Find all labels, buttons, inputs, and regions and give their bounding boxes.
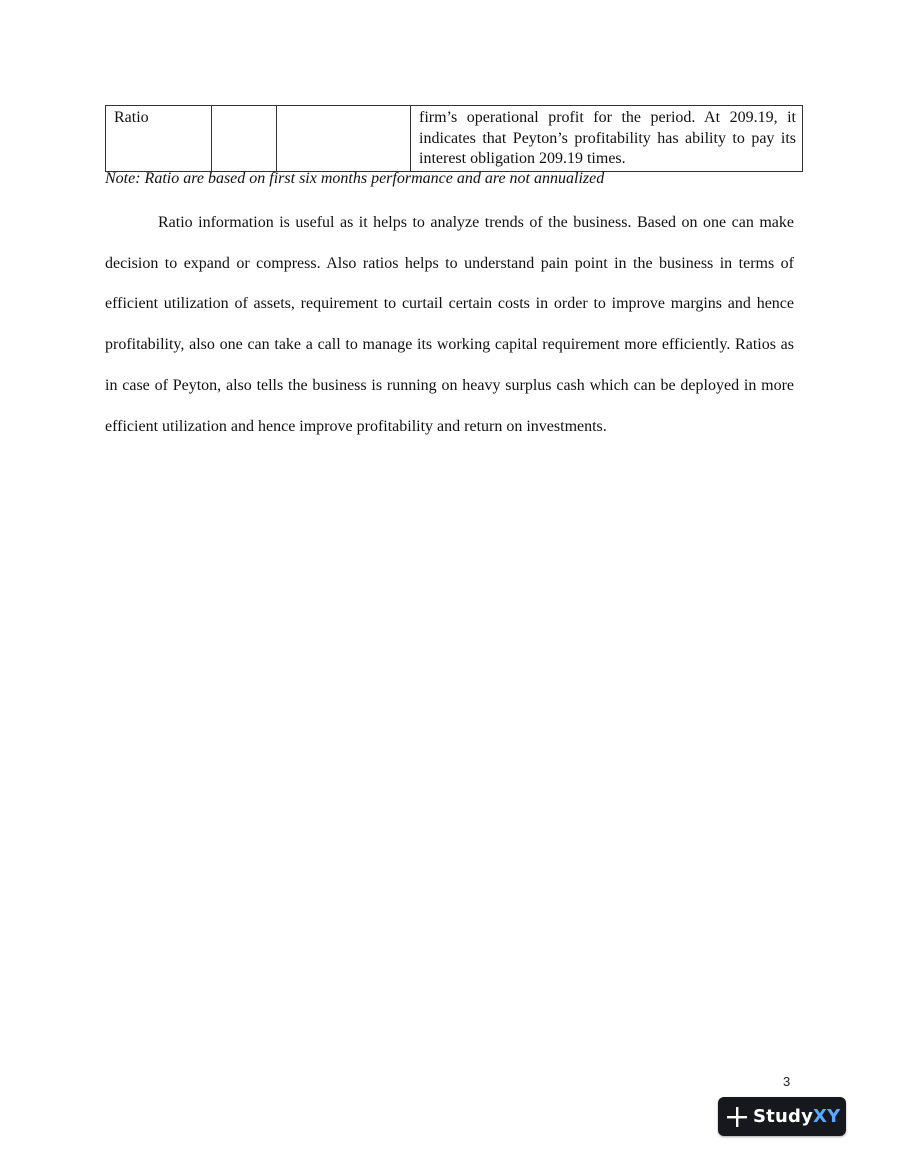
table-cell-empty-1 xyxy=(212,106,277,172)
plus-icon xyxy=(726,1106,748,1128)
table-row xyxy=(106,106,803,172)
table-note: Note: Ratio are based on first six months performance and are not annualized xyxy=(105,170,605,187)
table-cell-empty-2 xyxy=(277,106,411,172)
table-cell-description: firm’s operational profit for the period. At 209.19, it indicates that Peyton’s profitability has ability to pay its interest obligation 209.19 times. xyxy=(411,106,803,172)
body-paragraph: Ratio information is useful as it helps to analyze trends of the business. Based on one can make decision to expand or compress. Also ratios helps to understand pain point in the business in terms of efficient utilization of assets, requirement to curtail certain costs in order to improve margins and hence profitability, also one can take a call to manage its working capital requirement more efficiently. Ratios as in case of Peyton, also tells the business is running on heavy surplus cash which can be deployed in more efficient utilization and hence improve profitability and return on investments. xyxy=(105,214,794,435)
logo-text-study: Study xyxy=(753,1106,814,1127)
ratio-table xyxy=(105,105,803,172)
logo-text-xy: XY xyxy=(813,1106,841,1127)
logo-wordmark xyxy=(753,1106,840,1127)
studyxy-logo xyxy=(718,1097,846,1136)
table-cell-label: Ratio xyxy=(106,106,212,172)
page-number: 3 xyxy=(783,1074,791,1089)
